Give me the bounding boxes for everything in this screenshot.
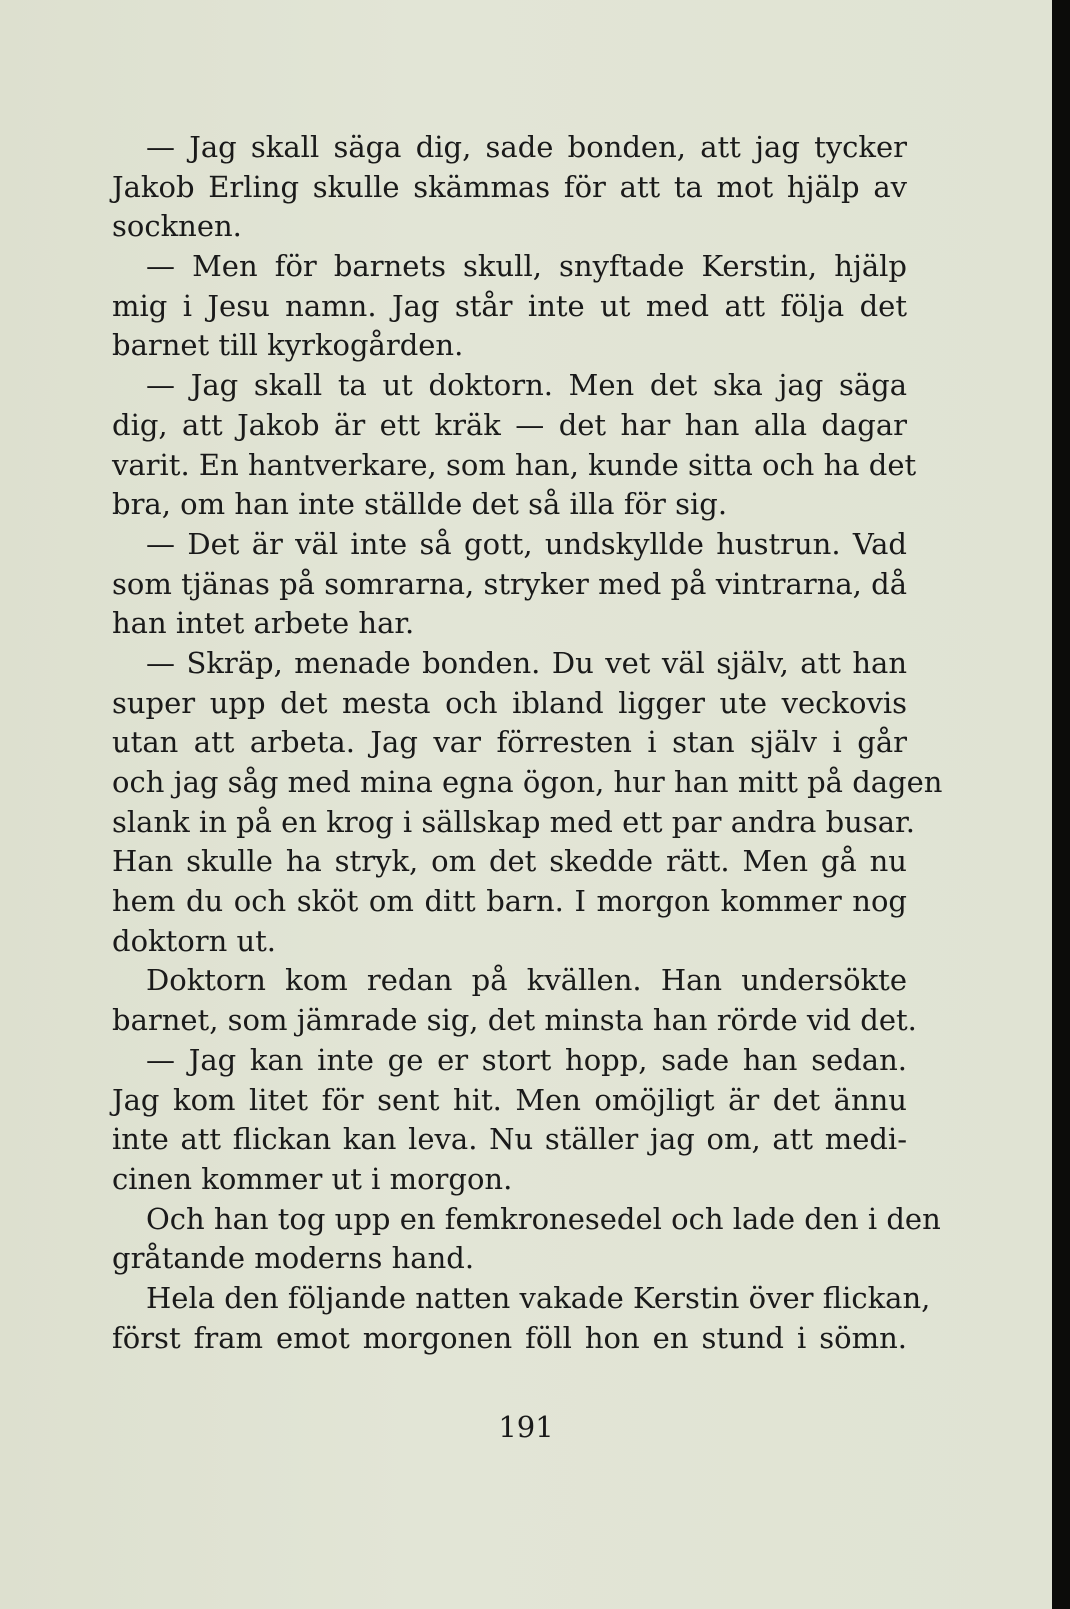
text-line: barnet till kyrkogården. xyxy=(112,328,464,363)
text-line: — Det är väl inte så gott, undskyllde hustrun. Vad xyxy=(146,526,907,561)
text-line: cinen kommer ut i morgon. xyxy=(112,1161,513,1196)
text-line: gråtande moderns hand. xyxy=(112,1241,475,1276)
text-line: Jag kom litet för sent hit. Men omöjligt är det ännu xyxy=(112,1082,907,1117)
text-line: super upp det mesta och ibland ligger ute veckovis xyxy=(112,685,907,720)
text-line: — Jag skall säga dig, sade bonden, att jag tycker xyxy=(146,130,907,164)
text-line: inte att flickan kan leva. Nu ställer jag om, att medi- xyxy=(112,1122,907,1157)
text-line: som tjänas på somrarna, stryker med på vintrarna, då xyxy=(112,566,907,601)
text-line: — Jag skall ta ut doktorn. Men det ska jag säga xyxy=(146,368,907,403)
text-line: Och han tog upp en femkronesedel och lade den i den xyxy=(146,1201,941,1236)
text-line: doktorn ut. xyxy=(112,923,277,958)
text-line: slank in på en krog i sällskap med ett par andra busar. xyxy=(112,804,915,839)
text-line: socknen. xyxy=(112,209,242,244)
body-text xyxy=(112,128,943,1358)
text-line: bra, om han inte ställde det så illa för sig. xyxy=(112,487,728,522)
text-line: först fram emot morgonen föll hon en stund i sömn. xyxy=(112,1320,907,1355)
text-line: — Skräp, menade bonden. Du vet väl själv, att han xyxy=(146,645,907,680)
text-line: — Men för barnets skull, snyftade Kerstin, hjälp xyxy=(146,249,907,284)
text-line: och jag såg med mina egna ögon, hur han mitt på dagen xyxy=(112,765,943,799)
text-line: hem du och sköt om ditt barn. I morgon kommer nog xyxy=(112,884,907,919)
text-line: dig, att Jakob är ett kräk — det har han alla dagar xyxy=(112,407,907,442)
text-line: Hela den följande natten vakade Kerstin över flickan, xyxy=(146,1280,931,1315)
text-line: — Jag kan inte ge er stort hopp, sade han sedan. xyxy=(146,1042,907,1077)
text-line: utan att arbeta. Jag var förresten i stan själv i går xyxy=(112,725,907,760)
text-line: Han skulle ha stryk, om det skedde rätt. Men gå nu xyxy=(112,844,907,879)
text-line: han intet arbete har. xyxy=(112,606,415,641)
page-number: 191 xyxy=(498,1410,554,1444)
text-line: varit. En hantverkare, som han, kunde sitta och ha det xyxy=(112,447,917,482)
text-line: mig i Jesu namn. Jag står inte ut med att följa det xyxy=(112,288,907,323)
text-line: barnet, som jämrade sig, det minsta han rörde vid det. xyxy=(112,1003,917,1038)
text-line: Jakob Erling skulle skämmas för att ta mot hjälp av xyxy=(112,169,907,204)
text-line: Doktorn kom redan på kvällen. Han undersökte xyxy=(146,963,907,998)
